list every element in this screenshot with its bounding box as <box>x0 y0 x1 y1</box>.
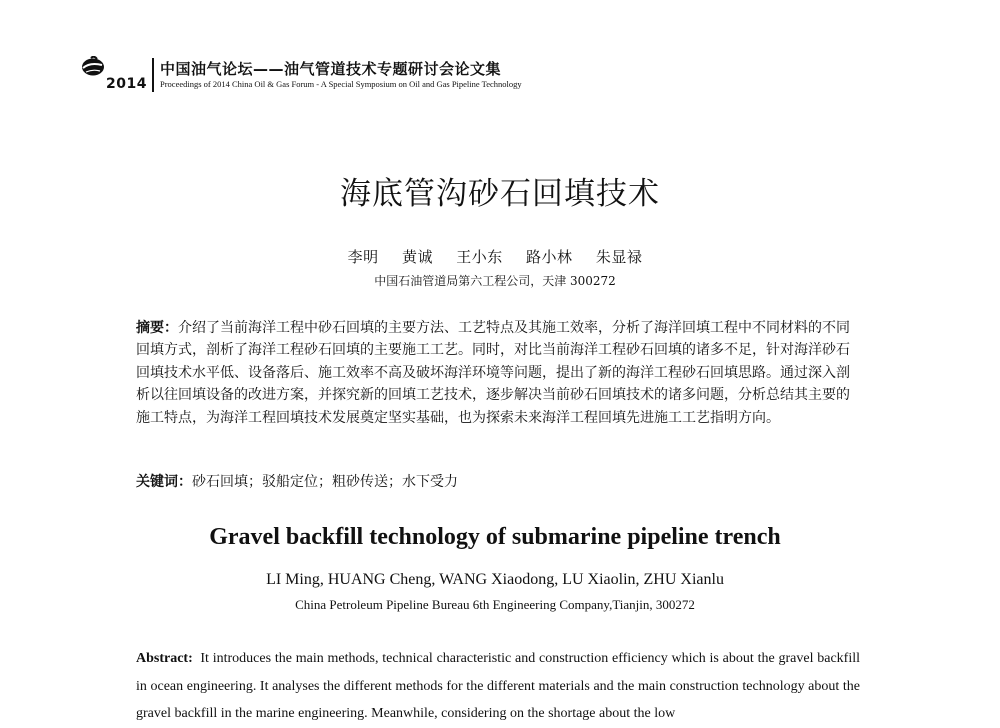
abstract-en <box>136 645 860 728</box>
paper-title-en: Gravel backfill technology of submarine pipeline trench <box>209 524 781 550</box>
keywords-cn-label: 关键词： <box>136 474 192 490</box>
author-cn: 李明 <box>347 248 379 266</box>
abstract-cn <box>136 317 860 429</box>
author-cn: 王小东 <box>456 248 503 266</box>
abstract-cn-label: 摘要： <box>136 320 178 336</box>
abstract-cn-text: 介绍了当前海洋工程中砂石回填的主要方法、工艺特点及其施工效率，分析了海洋回填工程中不同材料的不同回填方式，剖析了海洋工程砂石回填的主要施工工艺。同时，对比当前海洋工程砂石回填的诸多不足，针对海洋砂石回填技术水平低、设备落后、施工效率不高及破坏海洋环境等问题，提出了新的海洋工程砂石回填思路。通过深入剖析以往回填设备的改进方案，并探究新的回填工艺技术，逐步解决当前砂石回填技术的诸多问题，分析总结其主要的施工特点，为海洋工程回填技术发展奠定坚实基础，也为探索未来海洋工程回填先进施工工艺指明方向。 <box>136 320 850 426</box>
authors-en: LI Ming, HUANG Cheng, WANG Xiaodong, LU Xiaolin, ZHU Xianlu <box>266 571 724 588</box>
header-divider <box>152 58 154 92</box>
proceedings-title-cn: 中国油气论坛——油气管道技术专题研讨会论文集 <box>160 60 502 78</box>
proceedings-header <box>78 56 678 96</box>
keywords-cn-text: 砂石回填；驳船定位；粗砂传送；水下受力 <box>192 474 458 490</box>
author-cn: 朱显禄 <box>595 248 643 266</box>
author-cn: 黄诚 <box>401 248 433 266</box>
abstract-en-label: Abstract: <box>136 651 193 666</box>
proceedings-title-en: Proceedings of 2014 China Oil & Gas Forum - A Special Symposium on Oil and Gas Pipeline Technology <box>160 79 522 89</box>
paper-title-cn: 海底管沟砂石回填技术 <box>340 176 660 212</box>
keywords-cn <box>136 471 860 493</box>
forum-logo <box>78 56 150 96</box>
author-cn: 路小林 <box>526 248 573 266</box>
affiliation-cn: 中国石油管道局第六工程公司，天津 300272 <box>374 274 616 288</box>
affiliation-en: China Petroleum Pipeline Bureau 6th Engineering Company,Tianjin, 300272 <box>295 597 695 612</box>
forum-emblem-icon <box>80 56 106 78</box>
logo-year: 2014 <box>106 76 147 92</box>
abstract-en-text: It introduces the main methods, technical characteristic and construction efficiency which is about the gravel backfill in ocean engineering. It analyses the different methods for the different materials and the main construction technology about the gravel backfill in the marine engineering. Meanwhile, considering on the shortage about the low <box>136 651 861 721</box>
authors-cn <box>0 246 990 267</box>
